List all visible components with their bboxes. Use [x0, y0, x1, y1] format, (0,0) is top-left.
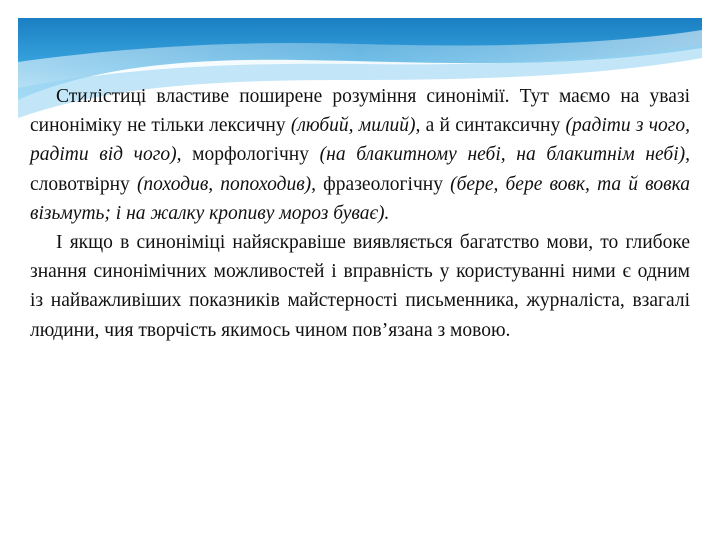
- text-run: фразеологічну: [316, 173, 451, 195]
- body-text: [30, 82, 690, 345]
- text-run: морфологічну: [181, 144, 320, 166]
- example-italic: (походив, попоходив),: [136, 173, 317, 195]
- example-italic: (радіти з чого, радіти від чого),: [30, 115, 690, 166]
- paragraph-2: [30, 228, 690, 345]
- text-run: а й синтаксичну: [420, 115, 566, 137]
- example-italic: (на блакитному небі, на блакитнім небі),: [319, 144, 690, 166]
- paragraph-1: [30, 82, 690, 228]
- example-italic: (любий, милий),: [290, 115, 421, 137]
- text-run: словотвірну: [30, 173, 137, 195]
- example-italic: (бере, бере вовк, та й вовка візьмуть; і на жалку кропиву мороз буває).: [30, 173, 690, 224]
- text-run: І якщо в синоніміці найяскравіше виявляється багатство мови, то глибоке знання синонімічних можливостей і вправність у користуванні ними є одним із найважливіших показників майстерності письменника, журналіста, взагалі людини, чия творчість якимось чином пов’язана з мовою.: [30, 232, 690, 341]
- text-run: Стилістиці властиве поширене розуміння синонімії. Тут маємо на увазі синоніміку не тільки лексичну: [30, 86, 690, 137]
